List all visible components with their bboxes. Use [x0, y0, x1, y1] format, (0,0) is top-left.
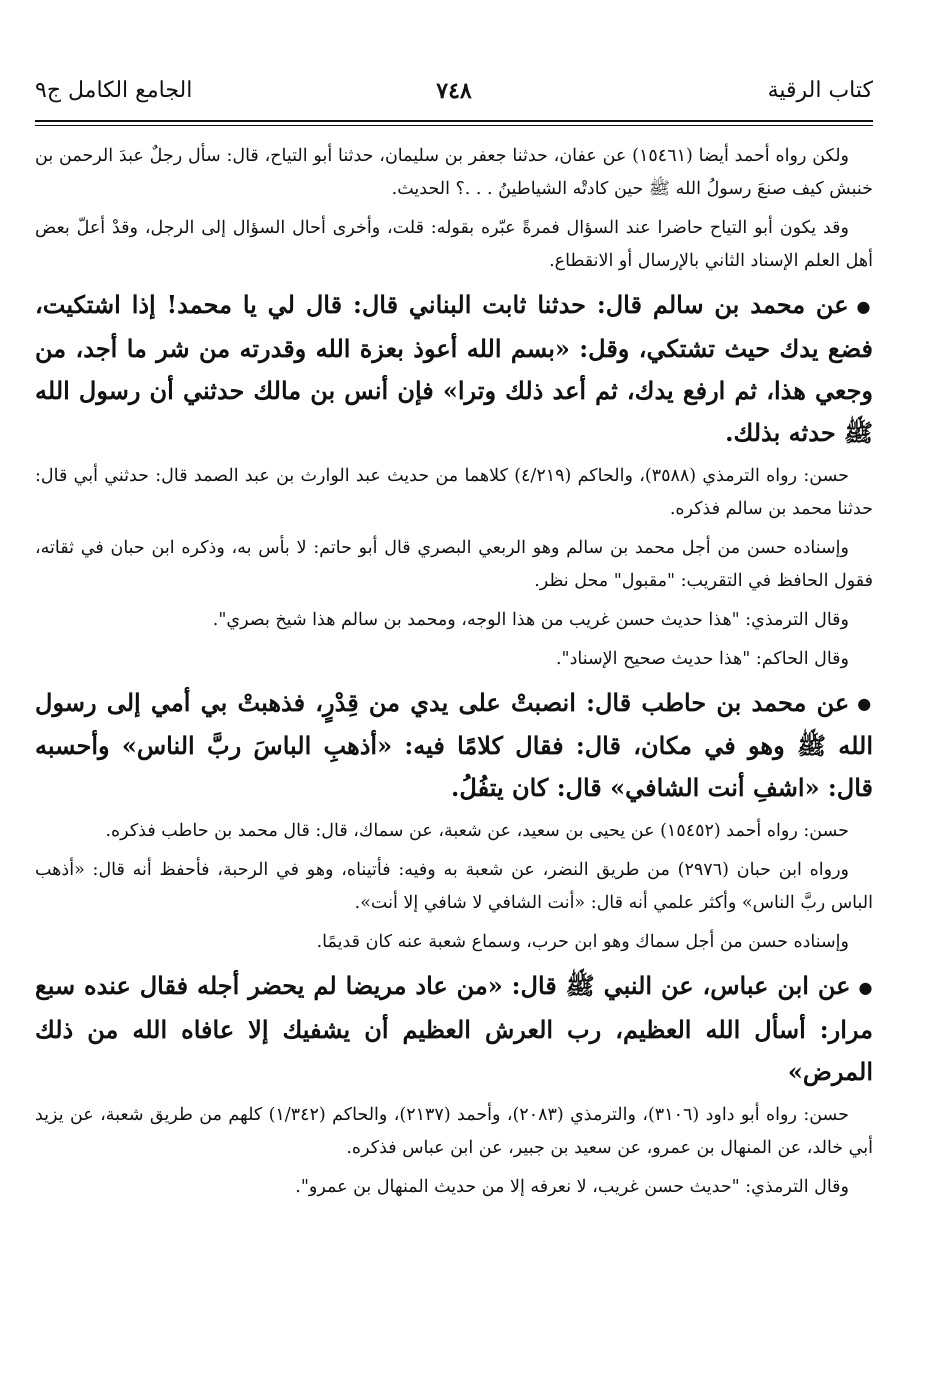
commentary-paragraph: حسن: رواه أحمد (١٥٤٥٢) عن يحيى بن سعيد، عن شعبة، عن سماك، قال: قال محمد بن حاطب فذكره. [105, 821, 849, 841]
hadith-text: عن ابن عباس، عن النبي ﷺ قال: «من عاد مريضا لم يحضر أجله فقال عنده سبع مرار: أسأل الله العظيم، رب العرش العظيم أن يشفيك إلا عافاه الله من ذلك المرض» [35, 971, 873, 1086]
page-header [35, 78, 873, 114]
commentary-paragraph: وقال الترمذي: "هذا حديث حسن غريب من هذا الوجه، ومحمد بن سالم هذا شيخ بصري". [212, 609, 849, 630]
collection-title: الجامع الكامل ج٩ [35, 78, 193, 103]
book-title: كتاب الرقية [767, 78, 873, 103]
commentary-paragraph: ورواه ابن حبان (٢٩٧٦) من طريق النضر، عن شعبة به وفيه: فأتيناه، وهو في الرحبة، فأحفظ أنه قال: «أذهب الباس ربَّ الناس» وأكثر علمي أنه قال: «أنت الشافي لا شافي إلا أنت». [35, 860, 873, 913]
page-body [35, 140, 873, 1333]
header-rule-thin [35, 125, 873, 126]
bullet-icon: ● [857, 694, 873, 713]
bullet-icon: ● [856, 296, 874, 316]
hadith-paragraph [35, 682, 873, 810]
hadith-paragraph [35, 965, 873, 1093]
hadith-text: عن محمد بن سالم قال: حدثنا ثابت البناني قال: قال لي يا محمد! إذا اشتكيت، فضع يدك حيث تشتكي، وقل: «بسم الله أعوذ بعزة الله وقدرته من شر ما أجد، من وجعي هذا، ثم ارفع يدك، ثم أعد ذلك وترا» فإن أنس بن مالك حدثني أن رسول الله ﷺ حدثه بذلك. [35, 290, 873, 447]
bullet-icon: ● [858, 977, 873, 997]
commentary-paragraph: وإسناده حسن من أجل محمد بن سالم وهو الربعي البصري قال أبو حاتم: لا بأس به، وذكره ابن حبان في ثقاته، فقول الحافظ في التقريب: "مقبول" محل نظر. [35, 537, 873, 591]
commentary-paragraph: حسن: رواه الترمذي (٣٥٨٨)، والحاكم (٤/٢١٩) كلاهما من حديث عبد الوارث بن عبد الصمد قال: حدثني أبي قال: حدثنا محمد بن سالم فذكره. [35, 465, 873, 519]
commentary-paragraph: وقال الترمذي: "حديث حسن غريب، لا نعرفه إلا من حديث المنهال بن عمرو". [295, 1176, 849, 1197]
commentary-paragraph: ولكن رواه أحمد أيضا (١٥٤٦١) عن عفان، حدثنا جعفر بن سليمان، حدثنا أبو التياح، قال: سأل رجلٌ عبدَ الرحمن بن خنبش كيف صنعَ رسولُ الله ﷺ حين كادتْه الشياطينُ . . .؟ الحديث. [35, 146, 873, 199]
hadith-paragraph [35, 284, 873, 454]
hadith-text: عن محمد بن حاطب قال: انصبتْ على يدي من قِدْرٍ، فذهبتْ بي أمي إلى رسول الله ﷺ وهو في مكان، قال: فقال كلامًا فيه: «أذهبِ الباسَ ربَّ الناس» وأحسبه قال: «اشفِ أنت الشافي» قال: كان يتفُلُ. [35, 687, 873, 802]
commentary-paragraph: حسن: رواه أبو داود (٣١٠٦)، والترمذي (٢٠٨٣)، وأحمد (٢١٣٧)، والحاكم (١/٣٤٢) كلهم من طريق شعبة، عن يزيد أبي خالد، عن المنهال بن عمرو، عن سعيد بن جبير، عن ابن عباس فذكره. [35, 1104, 873, 1158]
page-number: ٧٤٨ [436, 78, 472, 104]
commentary-paragraph: وقال الحاكم: "هذا حديث صحيح الإسناد". [555, 648, 849, 669]
commentary-paragraph: وإسناده حسن من أجل سماك وهو ابن حرب، وسماع شعبة عنه كان قديمًا. [316, 932, 849, 952]
commentary-paragraph: وقد يكون أبو التياح حاضرا عند السؤال فمرةً عبّره بقوله: قلت، وأخرى أحال السؤال إلى الرجل، وقدْ أعلّ بعض أهل العلم الإسناد الثاني بالإرسال أو الانقطاع. [35, 218, 873, 271]
header-rule [35, 120, 873, 122]
